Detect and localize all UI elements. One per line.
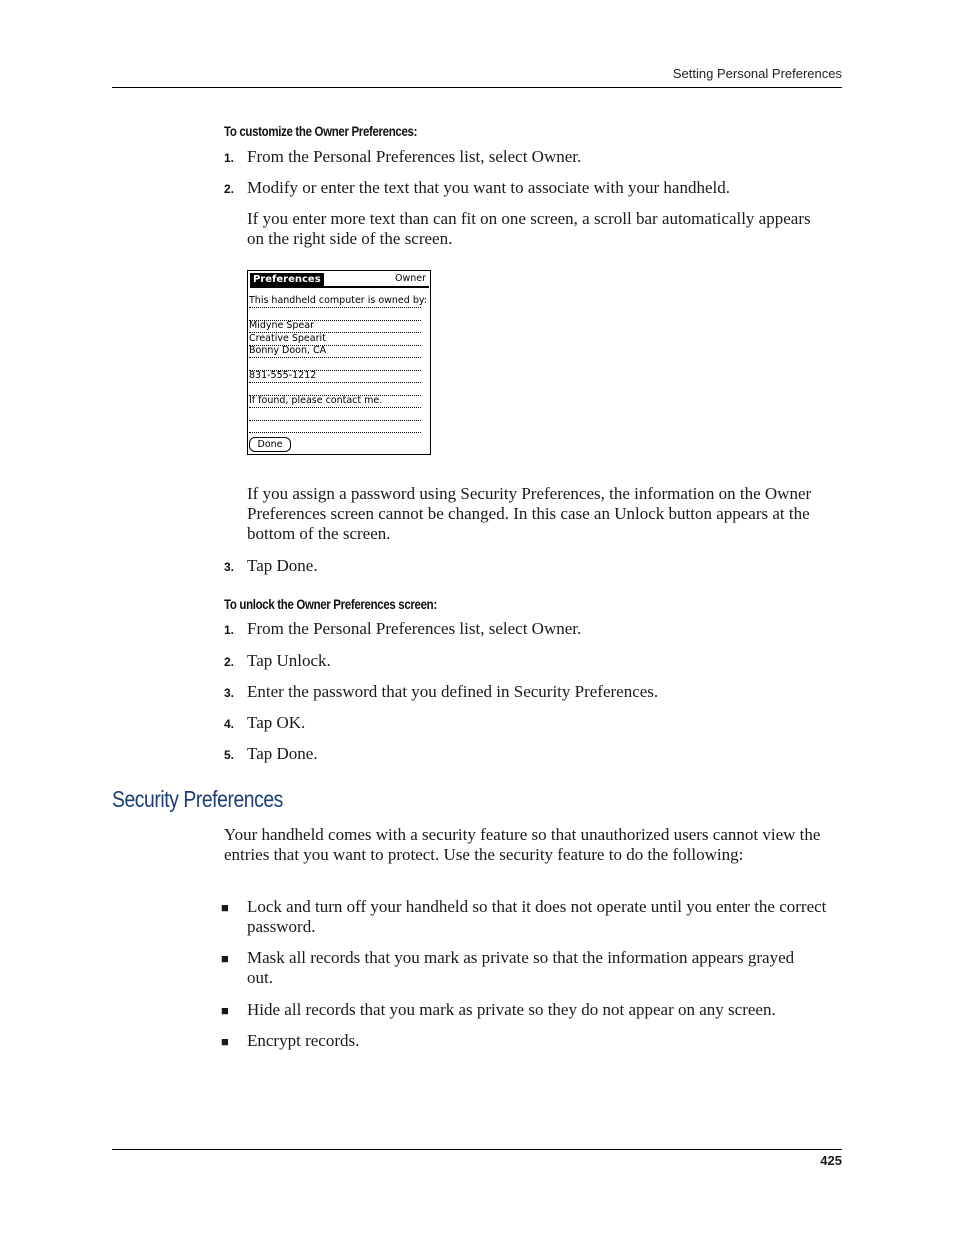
running-header: Setting Personal Preferences [672, 66, 842, 81]
device-title: Preferences [250, 273, 324, 286]
customize-step-3-text: Tap Done. [247, 556, 318, 575]
unlock-step-5-text: Tap Done. [247, 744, 318, 763]
device-text-line: 831-555-1212 [249, 370, 421, 383]
unlock-step-2-text: Tap Unlock. [247, 651, 331, 670]
device-done-button: Done [249, 437, 291, 452]
customize-step-3-num: 3. [224, 560, 235, 574]
device-title-underline [250, 286, 429, 288]
page-number: 425 [820, 1153, 842, 1168]
owner-preferences-screen [247, 270, 431, 455]
section-title: Security Preferences [112, 786, 283, 812]
header-rule [112, 87, 842, 88]
bullet-marker: ■ [221, 1034, 229, 1049]
security-bullet-1: Lock and turn off your handheld so that it does not operate until you enter the correct password. [247, 897, 827, 936]
footer-rule [112, 1149, 842, 1150]
device-text-line: Creative Spearit [249, 333, 421, 346]
customize-step-2-num: 2. [224, 182, 235, 196]
bullet-marker: ■ [221, 900, 229, 915]
unlock-step-3-text: Enter the password that you defined in Security Preferences. [247, 682, 659, 701]
unlock-heading: To unlock the Owner Preferences screen: [224, 596, 437, 612]
unlock-step-2-num: 2. [224, 655, 235, 669]
bullet-marker: ■ [221, 951, 229, 966]
scroll-note: If you enter more text than can fit on one screen, a scroll bar automatically appears on the right side of the screen. [247, 209, 811, 248]
unlock-step-1-text: From the Personal Preferences list, select Owner. [247, 619, 582, 638]
bullet-marker: ■ [221, 1003, 229, 1018]
device-text-line: Midyne Spear [249, 320, 421, 333]
security-bullet-4: Encrypt records. [247, 1031, 360, 1050]
device-text-line [249, 420, 421, 433]
unlock-step-5-num: 5. [224, 748, 235, 762]
customize-heading: To customize the Owner Preferences: [224, 123, 418, 139]
security-intro: Your handheld comes with a security feature so that unauthorized users cannot view the entries that you want to protect. Use the security feature to do the following: [224, 825, 821, 864]
unlock-step-4-text: Tap OK. [247, 713, 306, 732]
unlock-step-4-num: 4. [224, 717, 235, 731]
device-text-line: If found, please contact me. [249, 395, 421, 408]
security-bullet-2: Mask all records that you mark as private so that the information appears grayed out. [247, 948, 795, 987]
device-text-line: This handheld computer is owned by: [249, 295, 427, 306]
security-bullet-3: Hide all records that you mark as private so they do not appear on any screen. [247, 1000, 776, 1019]
customize-step-1-num: 1. [224, 151, 235, 165]
device-category: Owner [394, 273, 426, 284]
unlock-step-3-num: 3. [224, 686, 235, 700]
device-text-line: Bonny Doon, CA [249, 345, 421, 358]
unlock-step-1-num: 1. [224, 623, 235, 637]
customize-step-1-text: From the Personal Preferences list, select Owner. [247, 147, 582, 166]
password-note: If you assign a password using Security Preferences, the information on the Owner Preferences screen cannot be changed. In this case an Unlock button appears at the bottom of the screen. [247, 484, 812, 543]
customize-step-2-text: Modify or enter the text that you want to associate with your handheld. [247, 178, 730, 197]
